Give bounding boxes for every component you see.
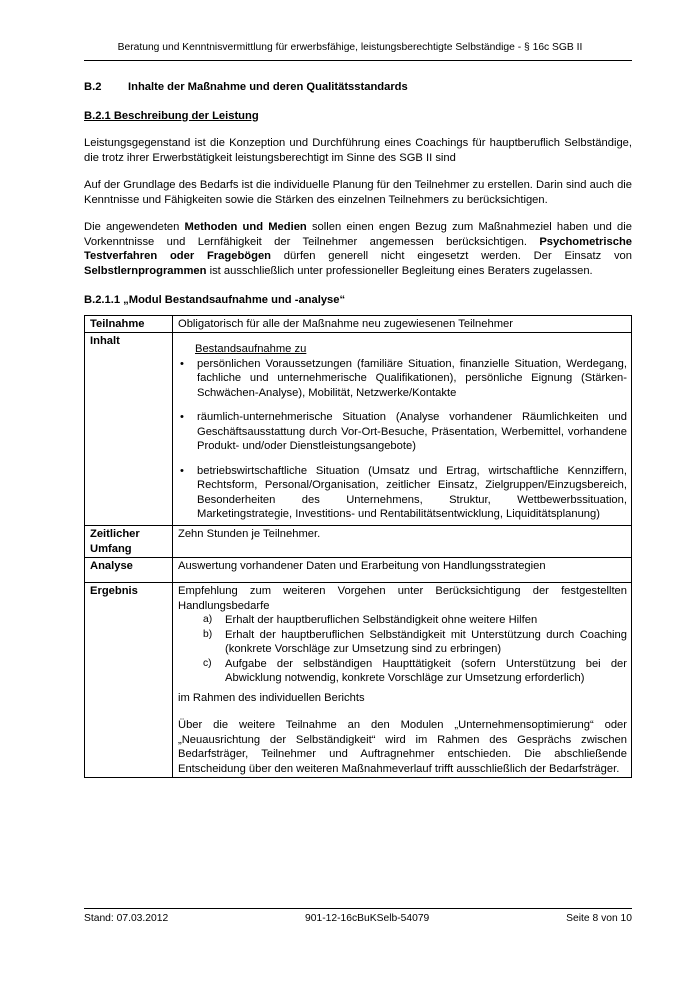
ergebnis-intro: Empfehlung zum weiteren Vorgehen unter Berücksichtigung der festgestellten Handlungsbedarfe [178, 585, 627, 612]
inhalt-subheading: Bestandsaufnahme zu [195, 343, 307, 355]
row-value-ergebnis [173, 583, 632, 778]
list-item [178, 613, 627, 628]
list-item [178, 657, 627, 686]
paragraph-3-part: ist ausschließlich unter professioneller Begleitung eines Beraters zugelassen. [206, 264, 593, 277]
paragraph-3 [84, 220, 632, 278]
paragraph-1: Leistungsgegenstand ist die Konzeption und Durchführung eines Coachings für hauptberuflich Selbständige, die trotz ihrer Erwerbstätigkeit leistungsberechtigt im Sinne des SGB II sind [84, 137, 632, 164]
list-item [178, 464, 627, 522]
list-item [178, 410, 627, 454]
section-number: B.2 [84, 81, 102, 93]
option-marker: c) [203, 657, 212, 669]
bullet-icon: • [180, 464, 184, 477]
paragraph-3-part: sollen einen engen Bezug zum Maßnahmeziel haben und die Vorkenntnisse und Lernfähigkeit der Teilnehmer angemessen berücksichtigen. [84, 221, 632, 248]
page-content [84, 80, 632, 778]
row-label-inhalt: Inhalt [85, 333, 173, 526]
row-label-analyse: Analyse [85, 558, 173, 583]
footer-date: Stand: 07.03.2012 [84, 913, 169, 924]
bullet-text: persönlichen Voraussetzungen (familiäre Situation, finanzielle Situation, Werdegang, fachliche und unternehmerische Qualifikationen), persönliche Eignung (Stärken-Schwächen-Analyse), Mobilität, Netzwerke/Kontakte [197, 357, 627, 399]
module-table [84, 315, 632, 779]
ergebnis-note: im Rahmen des individuellen Berichts [178, 691, 365, 704]
list-item [178, 357, 627, 401]
row-value-teilnahme: Obligatorisch für alle der Maßnahme neu zugewiesenen Teilnehmer [173, 315, 632, 333]
psychometric-tests-emphasis: Psychometrische Testverfahren oder Fragebögen [84, 235, 632, 262]
option-marker: b) [203, 628, 213, 640]
subsection-heading: B.2.1 Beschreibung der Leistung [84, 109, 259, 122]
row-value-analyse: Auswertung vorhandener Daten und Erarbeitung von Handlungsstrategien [173, 558, 632, 583]
paragraph-3-part: dürfen generell nicht eingesetzt werden. Der Einsatz von [271, 250, 632, 262]
footer-document-id: 901-12-16cBuKSelb-54079 [305, 913, 430, 924]
row-label-ergebnis: Ergebnis [85, 583, 173, 778]
table-row-teilnahme [85, 315, 632, 333]
row-value-umfang: Zehn Stunden je Teilnehmer. [173, 526, 632, 558]
bullet-icon: • [180, 411, 184, 423]
row-value-inhalt [173, 333, 632, 526]
ergebnis-closing: Über die weitere Teilnahme an den Modulen „Unternehmensoptimierung“ oder „Neuausrichtung der Selbständigkeit“ wird im Rahmen des Gesprächs zwischen Bedarfsträger, Teilnehmer und Auftragnehmer entschieden. Die abschließende Entscheidung über den weiteren Maßnahmeverlauf trifft ausschließlich der Bedarfsträger. [178, 719, 627, 775]
row-label-umfang: Zeitlicher Umfang [85, 526, 173, 558]
section-heading [84, 80, 632, 95]
bullet-text: räumlich-unternehmerische Situation (Analyse vorhandener Räumlichkeiten und Geschäftsausstattung durch Vor-Ort-Besuche, Präsentation, Werbemittel, vorhandene Produkt- und/oder Dienstleistungsangebote) [197, 411, 627, 452]
paragraph-2: Auf der Grundlage des Bedarfs ist die individuelle Planung für den Teilnehmer zu erstellen. Darin sind auch die Kenntnisse und Fähigkeiten sowie die Stärken des einzelnen Teilnehmers zu berücksichtigen. [84, 179, 632, 206]
running-header: Beratung und Kenntnisvermittlung für erwerbsfähige, leistungsberechtigte Selbständige - § 16c SGB II [117, 42, 583, 53]
table-row-inhalt [85, 333, 632, 526]
table-row-umfang [85, 526, 632, 558]
list-item [178, 628, 627, 657]
table-row-ergebnis [85, 583, 632, 778]
row-label-teilnahme: Teilnahme [85, 315, 173, 333]
option-text: Aufgabe der selbständigen Haupttätigkeit (sofern Unterstützung bei der Abwicklung notwendig, konkrete Vorschläge zur Umsetzung erforderlich) [225, 657, 627, 684]
methods-media-emphasis: Methoden und Medien [184, 221, 307, 233]
self-learning-emphasis: Selbstlernprogrammen [84, 264, 207, 277]
footer-page-number: Seite 8 von 10 [566, 913, 632, 924]
footer-rule [84, 908, 632, 909]
paragraph-3-part: Die angewendeten [84, 221, 185, 233]
option-marker: a) [203, 614, 213, 625]
inhalt-bullet-list [178, 357, 627, 522]
table-row-analyse [85, 558, 632, 583]
option-text: Erhalt der hauptberuflichen Selbständigkeit mit Unterstützung durch Coaching (konkrete Vorschläge zur Umsetzung sind zu erbringen) [225, 628, 627, 655]
bullet-text: betriebswirtschaftliche Situation (Umsatz und Ertrag, wirtschaftliche Kennziffern, Rechtsform, Personal/Organisation, zeitlicher Einsatz, Zielgruppen/Einzugsbereich, Besonderheiten des Unternehmens, Struktur, Wettbewerbssituation, Marketingstrategie, Investitions- und Rentabilitätsentwicklung, Liquiditätsplanung) [197, 464, 627, 520]
module-heading: B.2.1.1 „Modul Bestandsaufnahme und -analyse“ [84, 294, 346, 306]
page-footer [84, 912, 632, 927]
section-title: Inhalte der Maßnahme und deren Qualitätsstandards [128, 81, 408, 93]
ergebnis-options-list [178, 613, 627, 686]
bullet-icon: • [180, 357, 184, 370]
header-rule [84, 60, 632, 61]
option-text: Erhalt der hauptberuflichen Selbständigkeit ohne weitere Hilfen [225, 614, 538, 626]
